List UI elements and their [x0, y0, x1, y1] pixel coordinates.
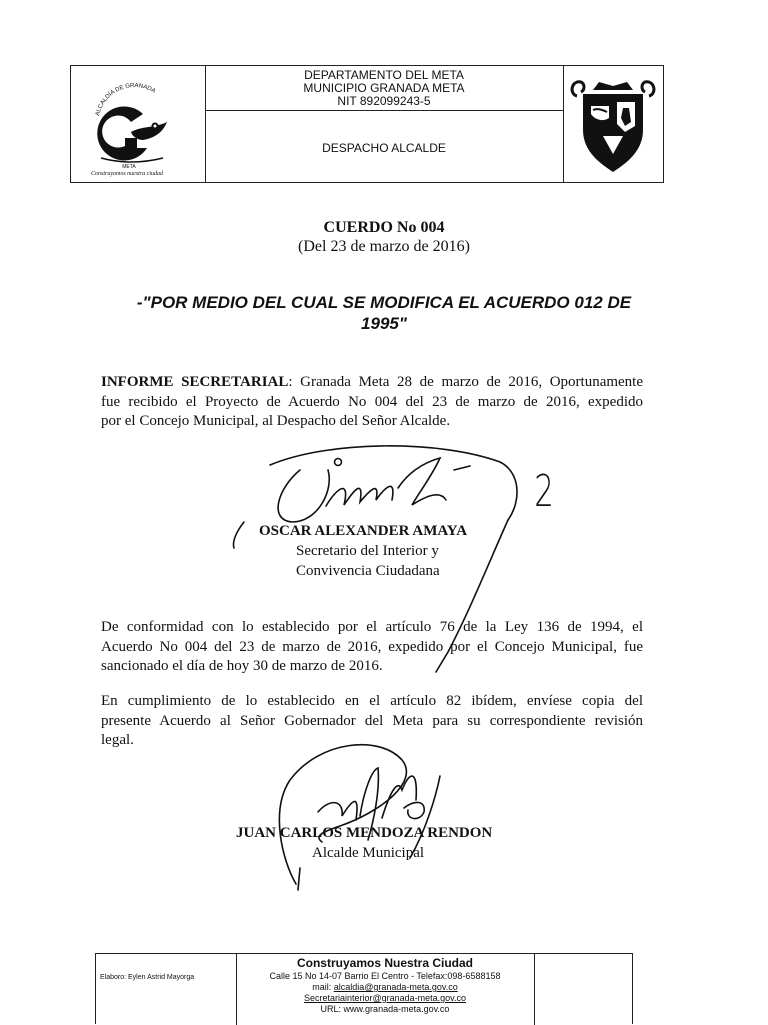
municipality-name: MUNICIPIO GRANADA META: [303, 81, 465, 95]
department-name: DEPARTAMENTO DEL META: [304, 68, 464, 82]
document-date: (Del 23 de marzo de 2016): [298, 238, 470, 255]
footer-url[interactable]: URL: www.granada-meta.gov.co: [320, 1004, 450, 1014]
letterhead-info-cell: [205, 66, 564, 182]
footer-secretary-mail-link[interactable]: Secretariainterior@granada-meta.gov.co: [303, 993, 467, 1003]
footer-slogan: Construyamos Nuestra Ciudad: [296, 956, 474, 970]
sanction-line-3: sancionado el día de hoy 30 de marzo de 2016.: [101, 658, 383, 674]
logo-slogan: Construyamos nuestra ciudad: [91, 171, 163, 177]
footer-mail-label: mail:: [312, 982, 334, 992]
dispatch-line-1: En cumplimiento de lo establecido en el artículo 82 ibídem, envíese copia del: [101, 693, 643, 709]
footer-table: [95, 953, 633, 1024]
coat-of-arms-icon: [563, 66, 663, 182]
header-divider: [205, 110, 563, 111]
sanction-line-1: De conformidad con lo establecido por el artículo 76 de la Ley 136 de 1994, el: [101, 619, 643, 635]
office-name: DESPACHO ALCALDE: [322, 141, 446, 155]
footer-empty-cell: [534, 954, 632, 1025]
footer-contact-cell: [236, 954, 535, 1025]
document-subject-line-1: -"POR MEDIO DEL CUAL SE MODIFICA EL ACUERDO 012 DE: [136, 293, 632, 312]
secretary-name: OSCAR ALEXANDER AMAYA: [259, 523, 468, 539]
report-label: INFORME SECRETARIAL: [101, 374, 289, 390]
mayor-title: Alcalde Municipal: [312, 845, 425, 861]
document-title: CUERDO No 004: [323, 219, 445, 236]
footer-mail-line: [236, 982, 534, 992]
letterhead-logo-cell: [71, 66, 206, 182]
footer-prepared-cell: [96, 954, 237, 1025]
secretary-title-line-1: Secretario del Interior y: [296, 543, 439, 559]
municipal-logo: [71, 66, 203, 182]
secretary-title-line-2: Convivencia Ciudadana: [296, 563, 440, 579]
secretarial-report: [101, 373, 643, 432]
dispatch-line-2: presente Acuerdo al Señor Gobernador del Meta para su correspondiente revisión: [101, 712, 643, 729]
coat-of-arms-cell: [563, 66, 663, 182]
report-line-1: [101, 373, 643, 393]
report-line-1-text: : Granada Meta 28 de marzo de 2016, Oportunamente: [288, 374, 643, 390]
prepared-by: Elaboro: Eylen Astrid Mayorga: [100, 974, 195, 981]
signature-mark: 2: [534, 466, 554, 517]
footer-address: Calle 15 No 14-07 Barrio El Centro - Telefax:098-6588158: [269, 971, 501, 981]
report-line-2: fue recibido el Proyecto de Acuerdo No 004 del 23 de marzo de 2016, expedido: [101, 393, 643, 410]
nit-number: NIT 892099243-5: [337, 94, 431, 108]
dispatch-paragraph: [101, 692, 643, 751]
sanction-paragraph: [101, 618, 643, 677]
footer-mail-link[interactable]: alcaldia@granada-meta.gov.co: [333, 982, 458, 992]
mayor-name: JUAN CARLOS MENDOZA RENDON: [236, 825, 493, 841]
logo-arc-text: ALCALDÍA DE GRANADA: [95, 83, 157, 117]
report-line-3: por el Concejo Municipal, al Despacho del Señor Alcalde.: [101, 413, 451, 429]
letterhead-table: [70, 65, 664, 183]
logo-small-text: META: [122, 164, 136, 170]
document-subject-line-2: 1995": [361, 314, 407, 333]
sanction-line-2: Acuerdo No 004 del 23 de marzo de 2016, expedido por el Concejo Municipal, fue: [101, 638, 643, 655]
dispatch-line-3: legal.: [101, 732, 134, 748]
